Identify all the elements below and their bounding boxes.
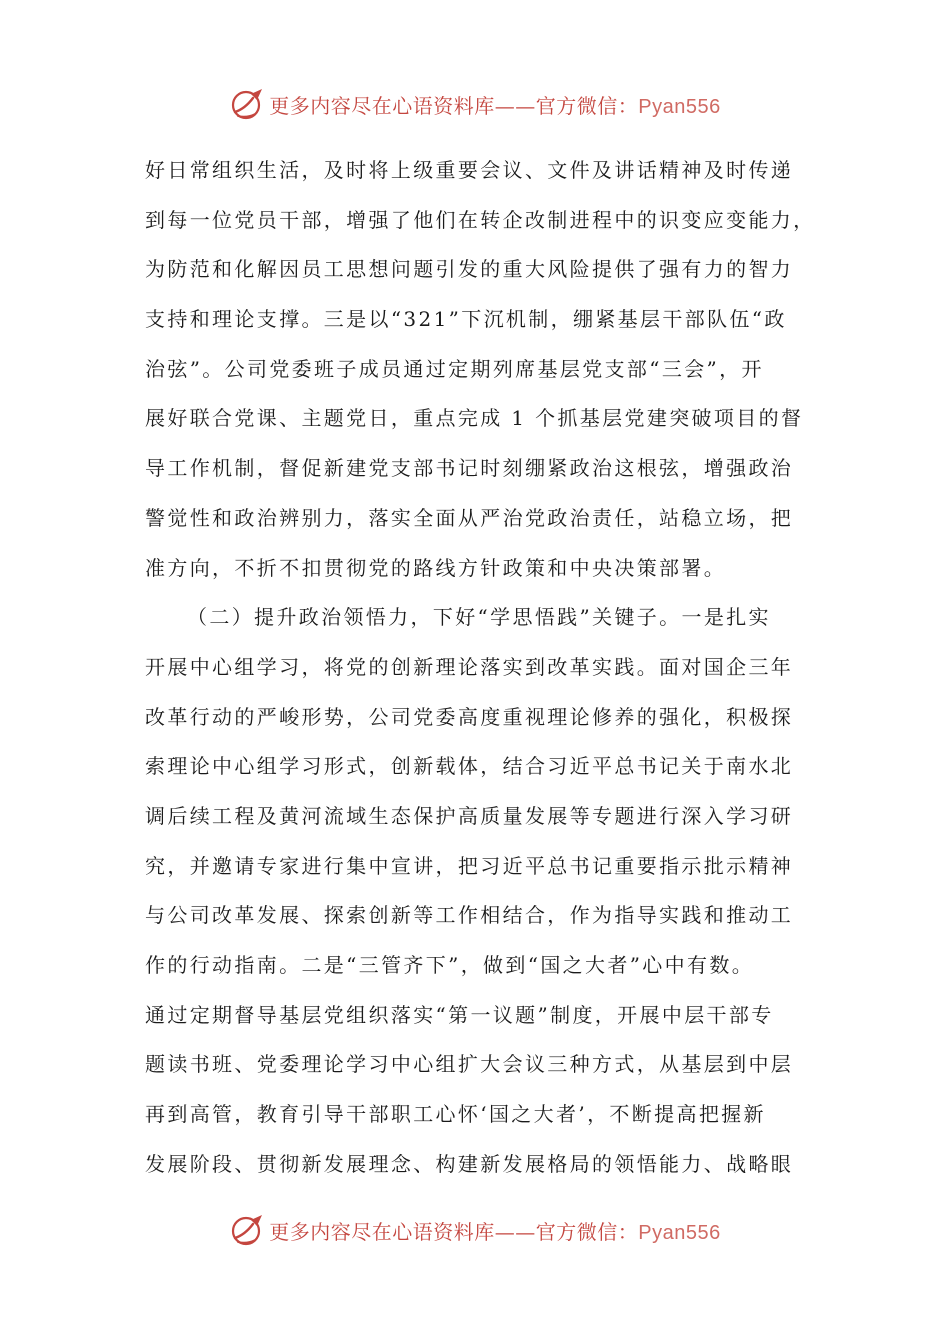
body-line: 为防范和化解因员工思想问题引发的重大风险提供了强有力的智力 xyxy=(145,257,794,282)
section-heading-line: （二）提升政治领悟力，下好“学思悟践”关键子。一是扎实 xyxy=(187,605,771,630)
document-body xyxy=(145,146,816,1189)
body-line: 展好联合党课、主题党日，重点完成 1 个抓基层党建突破项目的督 xyxy=(145,406,804,431)
body-line: 索理论中心组学习形式，创新载体，结合习近平总书记关于南水北 xyxy=(145,754,794,779)
banner-text xyxy=(269,90,720,119)
body-line: 与公司改革发展、探索创新等工作相结合，作为指导实践和推动工 xyxy=(145,903,794,928)
body-line: 发展阶段、贯彻新发展理念、构建新发展格局的领悟能力、战略眼 xyxy=(145,1151,794,1176)
body-line: 治弦”。公司党委班子成员通过定期列席基层党支部“三会”，开 xyxy=(145,356,764,381)
body-line: 通过定期督导基层党组织落实“第一议题”制度，开展中层干部专 xyxy=(145,1002,774,1027)
banner-official-text: 官方微信： xyxy=(535,1219,639,1244)
body-line: 好日常组织生活，及时将上级重要会议、文件及讲话精神及时传递 xyxy=(145,158,794,182)
body-line: 警觉性和政治辨别力，落实全面从严治党政治责任，站稳立场，把 xyxy=(145,505,794,530)
body-line: 改革行动的严峻形势，公司党委高度重视理论修养的强化，积极探 xyxy=(145,704,794,729)
body-line: 导工作机制，督促新建党支部书记时刻绷紧政治这根弦，增强政治 xyxy=(145,456,794,481)
body-line: 题读书班、党委理论学习中心组扩大会议三种方式，从基层到中层 xyxy=(145,1052,794,1077)
header-banner xyxy=(0,82,950,126)
pen-seal-logo-icon xyxy=(229,1212,265,1248)
body-line: 调后续工程及黄河流域生态保护高质量发展等专题进行深入学习研 xyxy=(145,803,794,828)
body-line: 到每一位党员干部，增强了他们在转企改制进程中的识变应变能力， xyxy=(145,207,816,232)
body-line: 开展中心组学习，将党的创新理论落实到改革实践。面对国企三年 xyxy=(145,654,794,679)
body-line: 支持和理论支撑。三是以“321”下沉机制，绷紧基层干部队伍“政 xyxy=(145,307,787,332)
banner-wechat-id: Pyan556 xyxy=(638,1221,721,1244)
banner-dash: —— xyxy=(494,1219,536,1244)
banner-site-text: 更多内容尽在心语资料库 xyxy=(269,93,495,118)
footer-banner xyxy=(0,1208,950,1252)
banner-dash: —— xyxy=(494,93,536,118)
banner-text xyxy=(269,1216,720,1245)
banner-wechat-id: Pyan556 xyxy=(638,95,721,118)
pen-seal-logo-icon xyxy=(229,86,265,122)
banner-official-text: 官方微信： xyxy=(535,93,639,118)
body-line: 作的行动指南。二是“三管齐下”，做到“国之大者”心中有数。 xyxy=(145,953,755,977)
banner-site-text: 更多内容尽在心语资料库 xyxy=(269,1219,495,1244)
body-line: 究，并邀请专家进行集中宣讲，把习近平总书记重要指示批示精神 xyxy=(145,853,794,878)
body-line: 再到高管，教育引导干部职工心怀‘国之大者’，不断提高把握新 xyxy=(145,1102,766,1127)
body-line: 准方向，不折不扣贯彻党的路线方针政策和中央决策部署。 xyxy=(145,555,727,580)
